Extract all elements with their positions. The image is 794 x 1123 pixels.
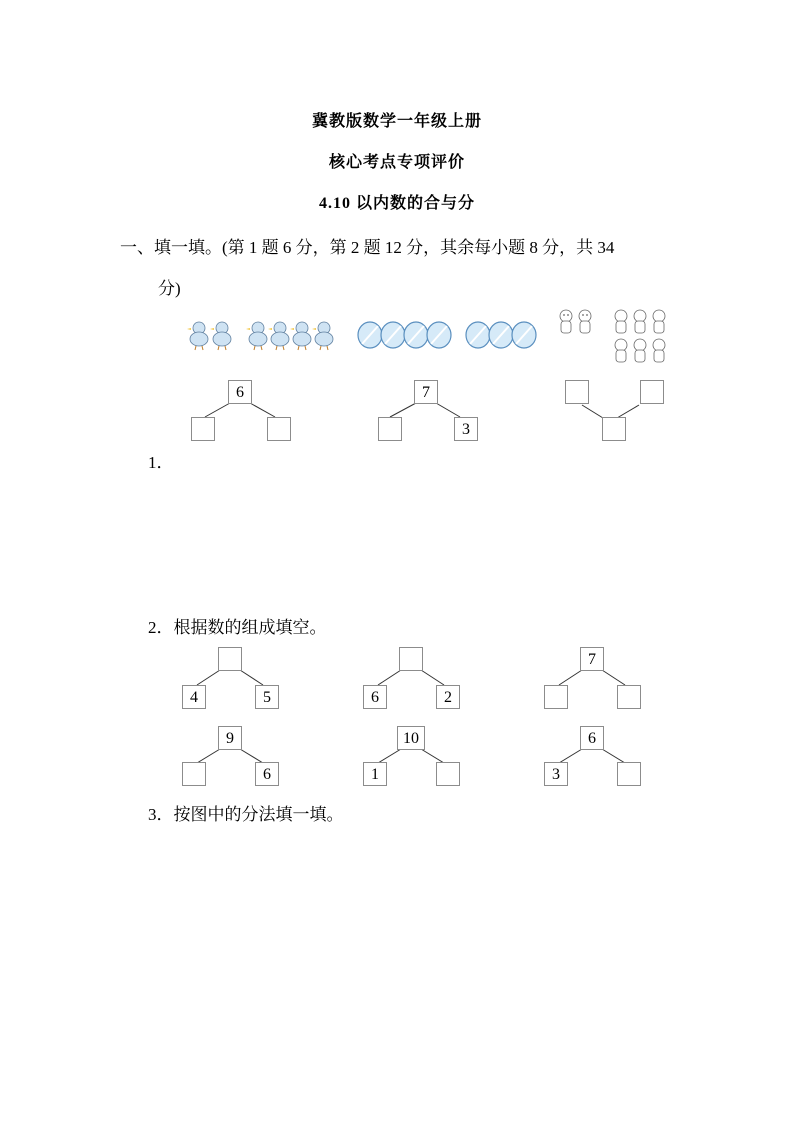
q2-tree4-left-blank[interactable] xyxy=(182,762,206,786)
q1-tree3-bottom-blank[interactable] xyxy=(602,417,626,441)
q1-tree1-left-blank[interactable] xyxy=(191,417,215,441)
chick-group-1 xyxy=(186,318,238,357)
bear-group-1 xyxy=(556,308,596,341)
q2-tree4-top: 9 xyxy=(218,726,242,750)
q2-tree3-right-blank[interactable] xyxy=(617,685,641,709)
q1-label: 1． xyxy=(148,453,174,472)
section1-heading-cont: 分) xyxy=(158,279,181,298)
q2-tree3-top: 7 xyxy=(580,647,604,671)
q2-tree1-top-blank[interactable] xyxy=(218,647,242,671)
q2-tree6-right-blank[interactable] xyxy=(617,762,641,786)
ball-group-2 xyxy=(464,320,540,355)
bear-icon xyxy=(556,308,596,336)
section1-heading: 一、填一填。(第 1 题 6 分，第 2 题 12 分，其余每小题 8 分，共 34 xyxy=(120,238,615,257)
ball-icon xyxy=(464,320,540,350)
q1-tree3-right-blank[interactable] xyxy=(640,380,664,404)
q2-label: 2．根据数的组成填空。 xyxy=(148,618,327,637)
chick-icon xyxy=(246,318,340,352)
chick-icon xyxy=(186,318,238,352)
q3-label: 3．按图中的分法填一填。 xyxy=(148,805,344,824)
q2-tree2-top-blank[interactable] xyxy=(399,647,423,671)
q2-tree1-left: 4 xyxy=(182,685,206,709)
book-title: 冀教版数学一年级上册 xyxy=(311,113,482,130)
q1-tree2-left-blank[interactable] xyxy=(378,417,402,441)
q2-tree5-left: 1 xyxy=(363,762,387,786)
q2-tree6-top: 6 xyxy=(580,726,604,750)
bear-group-2 xyxy=(612,308,670,371)
q1-tree1-right-blank[interactable] xyxy=(267,417,291,441)
bear-icon xyxy=(612,308,670,366)
q1-tree3-left-blank[interactable] xyxy=(565,380,589,404)
q2-tree6-left: 3 xyxy=(544,762,568,786)
q1-tree2-right: 3 xyxy=(454,417,478,441)
chick-group-2 xyxy=(246,318,340,357)
q1-tree2-top: 7 xyxy=(414,380,438,404)
q2-tree2-left: 6 xyxy=(363,685,387,709)
q2-tree2-right: 2 xyxy=(436,685,460,709)
q2-tree3-left-blank[interactable] xyxy=(544,685,568,709)
q2-tree5-top: 10 xyxy=(397,726,425,750)
ball-icon xyxy=(356,320,456,350)
q2-tree4-right: 6 xyxy=(255,762,279,786)
section-title: 核心考点专项评价 xyxy=(328,154,465,171)
page-title: 4.10 以内数的合与分 xyxy=(318,195,475,212)
ball-group-1 xyxy=(356,320,456,355)
q1-tree1-top: 6 xyxy=(228,380,252,404)
q2-tree5-right-blank[interactable] xyxy=(436,762,460,786)
q2-tree1-right: 5 xyxy=(255,685,279,709)
